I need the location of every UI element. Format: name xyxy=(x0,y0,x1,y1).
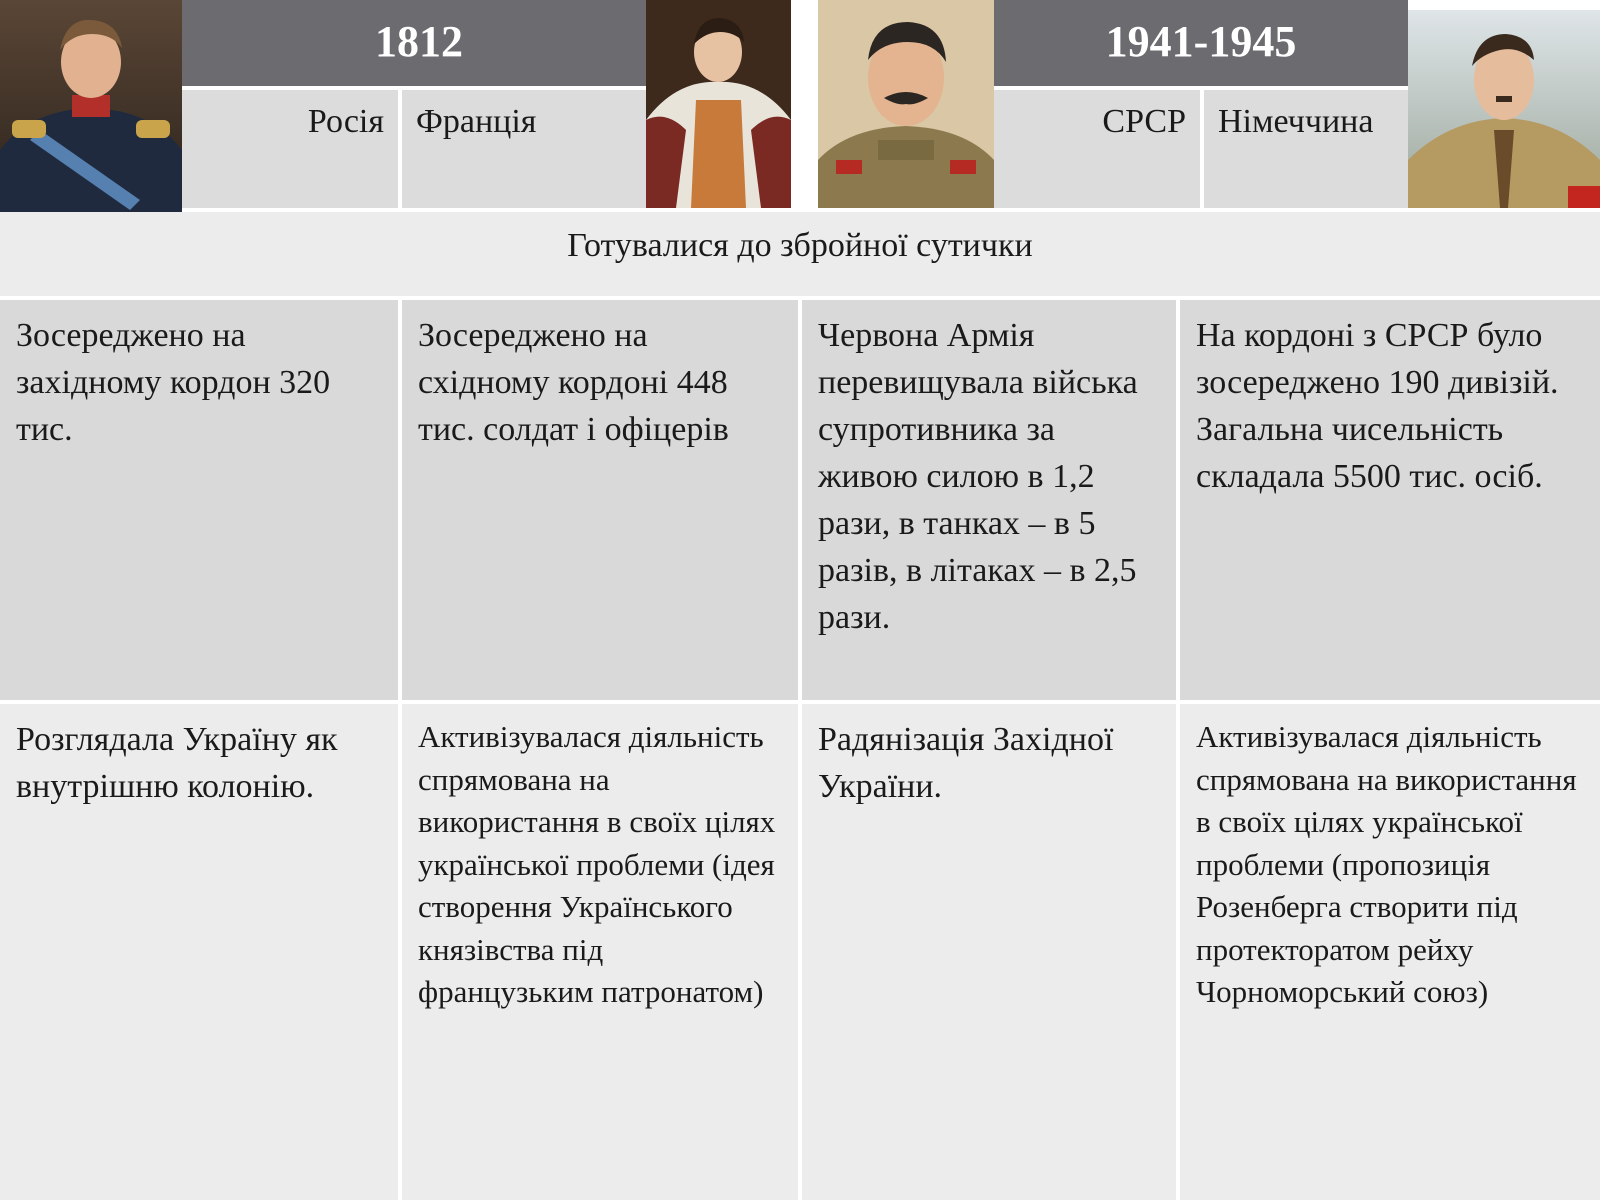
portrait-image-icon xyxy=(1408,10,1600,208)
header-cell-ussr xyxy=(994,90,1200,208)
portrait-image-icon xyxy=(818,0,994,208)
row1-cell-france xyxy=(402,300,798,700)
portrait-image-icon xyxy=(0,0,182,217)
caption-text: Готувалися до збройної сутички xyxy=(567,227,1033,264)
portrait-napoleon xyxy=(646,0,791,208)
country-label-ussr: СРСР xyxy=(1102,103,1186,140)
country-label-france: Франція xyxy=(416,103,537,140)
row1-text-germany: На кордоні з СРСР було зосереджено 190 дивізій. Загальна чисельність складала 5500 тис. осіб. xyxy=(1196,317,1559,495)
row1-cell-germany xyxy=(1180,300,1600,700)
header-cell-russia xyxy=(180,90,398,208)
year-1812-bar xyxy=(180,0,658,86)
portrait-alexander-i xyxy=(0,0,182,217)
row1-text-ussr: Червона Армія перевищувала війська супротивника за живою силою в 1,2 рази, в танках – в 5 разів, в літаках – в 2,5 рази. xyxy=(818,317,1138,636)
country-label-russia: Росія xyxy=(307,103,384,140)
top-right-strip xyxy=(1408,0,1600,10)
row2-cell-france xyxy=(402,704,798,1200)
row2-text-france: Активізувалася діяльність спрямована на використання в своїх цілях української проблеми (ідея створення Українського князівства під французьким патронатом) xyxy=(418,719,776,1009)
row2-text-russia: Розглядала Україну як внутрішню колонію. xyxy=(16,721,338,805)
row1-text-france: Зосереджено на східному кордоні 448 тис. солдат і офіцерів xyxy=(418,317,729,448)
row1-text-russia: Зосереджено на західному кордон 320 тис. xyxy=(16,317,331,448)
year-1812-label: 1812 xyxy=(375,17,463,66)
row2-text-ussr: Радянізація Західної України. xyxy=(818,721,1114,805)
year-1941-1945-label: 1941-1945 xyxy=(1105,17,1297,66)
row2-text-germany: Активізувалася діяльність спрямована на використання в своїх цілях української проблеми (пропозиція Розенберга створити під протекторатом рейху Чорноморський союз) xyxy=(1196,719,1577,1009)
header-cell-germany xyxy=(1204,90,1408,208)
portrait-stalin xyxy=(818,0,994,208)
year-1941-1945-bar xyxy=(994,0,1408,86)
caption-row xyxy=(0,212,1600,296)
row2-cell-russia xyxy=(0,704,398,1200)
portrait-hitler xyxy=(1408,10,1600,208)
row1-cell-russia xyxy=(0,300,398,700)
country-label-germany: Німеччина xyxy=(1218,103,1374,140)
header-cell-france xyxy=(402,90,658,208)
portrait-image-icon xyxy=(646,0,791,208)
row2-cell-germany xyxy=(1180,704,1600,1200)
row1-cell-ussr xyxy=(802,300,1176,700)
row2-cell-ussr xyxy=(802,704,1176,1200)
